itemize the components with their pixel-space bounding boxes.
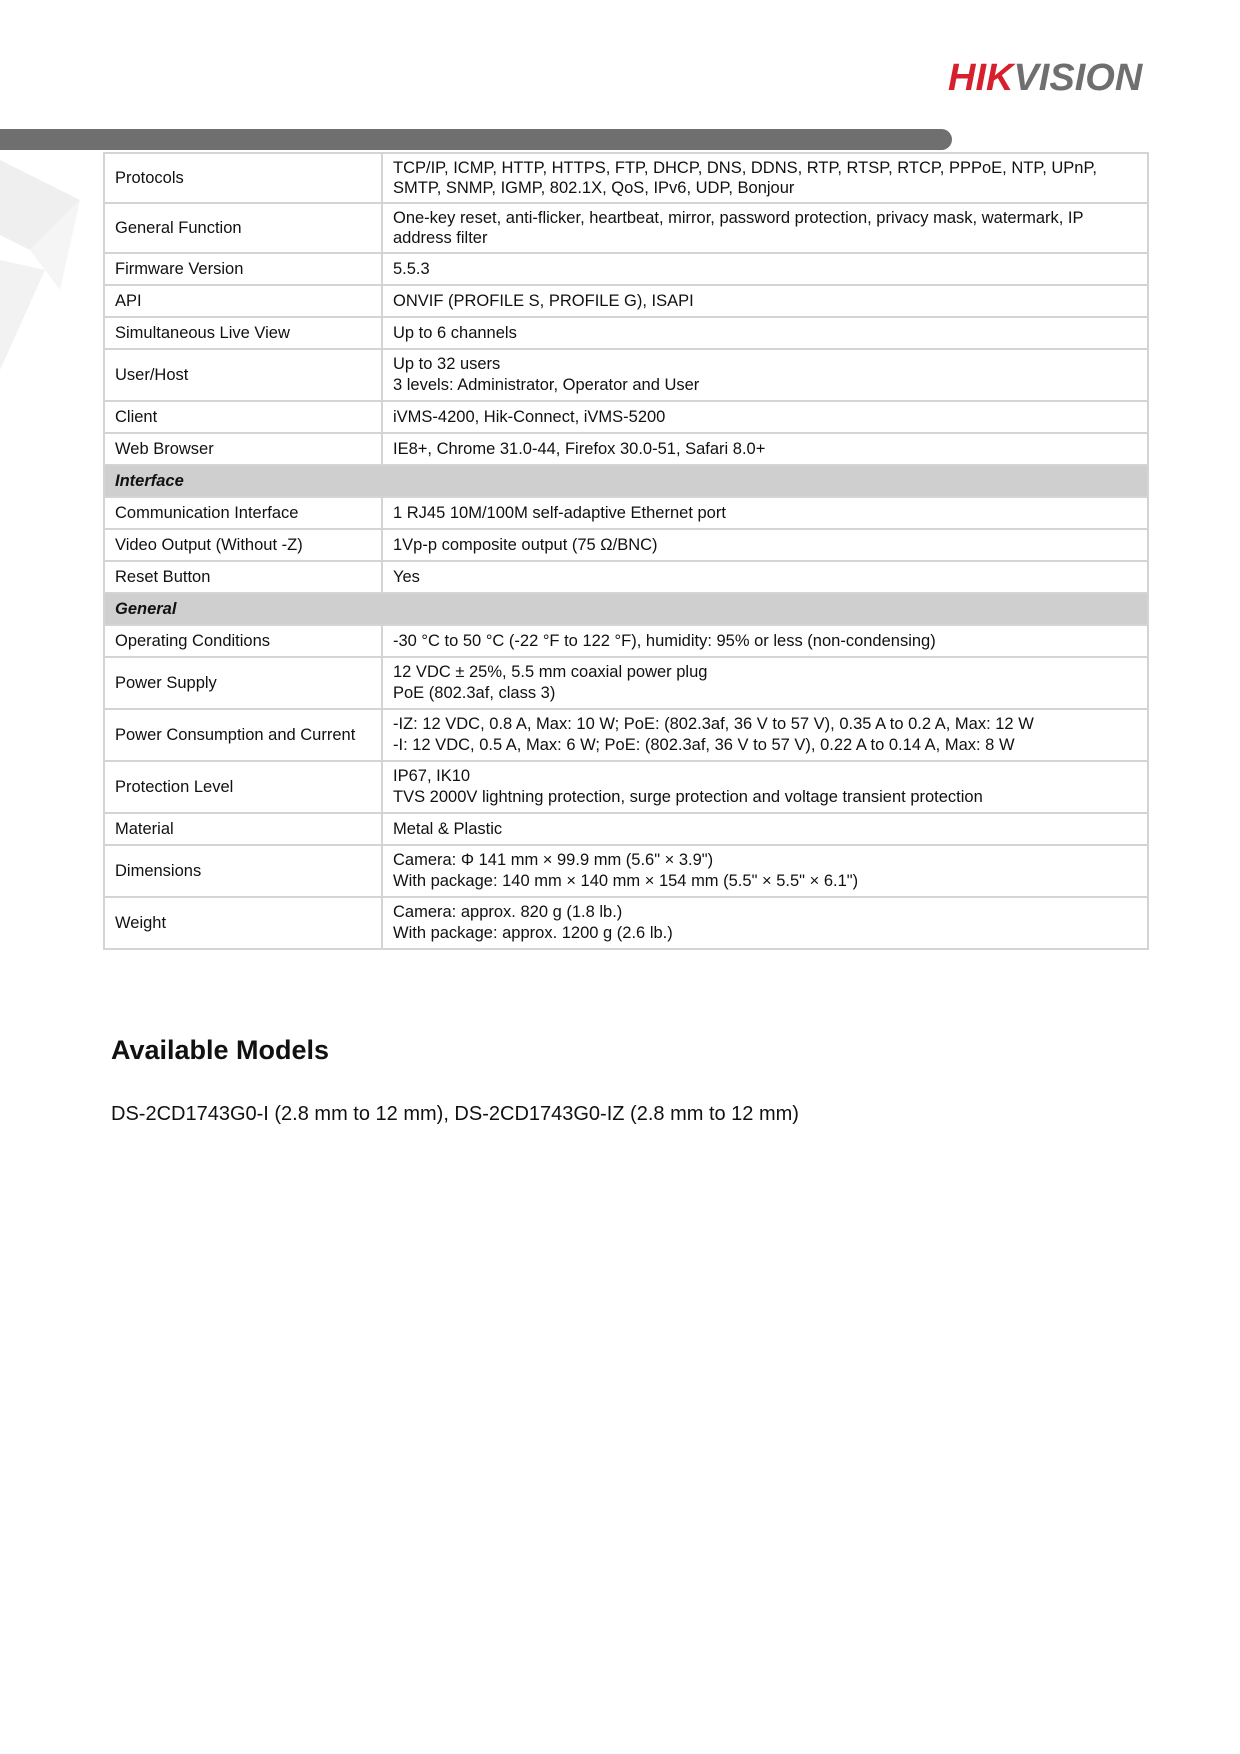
- spec-value-line: Up to 6 channels: [393, 323, 517, 342]
- spec-row: [104, 497, 1148, 529]
- spec-row: [104, 657, 1148, 709]
- logo-text-hik: HIK: [948, 57, 1014, 99]
- spec-value-line: TVS 2000V lightning protection, surge protection and voltage transient protection: [393, 788, 983, 806]
- spec-value: [382, 561, 1148, 593]
- spec-value-line: -IZ: 12 VDC, 0.8 A, Max: 10 W; PoE: (802.3af, 36 V to 57 V), 0.35 A to 0.2 A, Max: 12 W: [393, 715, 1034, 733]
- spec-row: [104, 561, 1148, 593]
- spec-value-line: PoE (802.3af, class 3): [393, 684, 556, 702]
- spec-value: [382, 529, 1148, 561]
- spec-label: Power Supply: [104, 657, 382, 709]
- section-header-label: Interface: [104, 465, 1148, 497]
- spec-row: [104, 625, 1148, 657]
- spec-value-line: Metal & Plastic: [393, 819, 503, 838]
- spec-value: [382, 153, 1148, 203]
- spec-value-line: 5.5.3: [393, 259, 430, 278]
- spec-row: [104, 529, 1148, 561]
- spec-value-line: Yes: [393, 567, 420, 586]
- spec-label: Communication Interface: [104, 497, 382, 529]
- spec-value-line: 1Vp-p composite output (75 Ω/BNC): [393, 535, 658, 554]
- spec-label: Simultaneous Live View: [104, 317, 382, 349]
- spec-value-line: One-key reset, anti-flicker, heartbeat, mirror, password protection, privacy mask, watermark, IP address filter: [393, 209, 1084, 247]
- spec-row: [104, 897, 1148, 949]
- spec-table: [103, 152, 1149, 950]
- spec-value-line: ONVIF (PROFILE S, PROFILE G), ISAPI: [393, 291, 694, 310]
- logo-text-vision: VISION: [1013, 57, 1143, 99]
- spec-row: [104, 845, 1148, 897]
- spec-value-line: 1 RJ45 10M/100M self-adaptive Ethernet port: [393, 503, 726, 522]
- spec-value: [382, 761, 1148, 813]
- spec-row: [104, 761, 1148, 813]
- spec-label: Firmware Version: [104, 253, 382, 285]
- spec-value-line: With package: approx. 1200 g (2.6 lb.): [393, 924, 673, 942]
- spec-value: [382, 625, 1148, 657]
- spec-row: [104, 709, 1148, 761]
- spec-value: [382, 813, 1148, 845]
- spec-value: [382, 709, 1148, 761]
- watermark-graphic: [0, 140, 90, 400]
- spec-label: Video Output (Without -Z): [104, 529, 382, 561]
- spec-label: Dimensions: [104, 845, 382, 897]
- section-header-label: General: [104, 593, 1148, 625]
- spec-label: Material: [104, 813, 382, 845]
- spec-value: [382, 401, 1148, 433]
- spec-value-line: iVMS-4200, Hik-Connect, iVMS-5200: [393, 407, 666, 426]
- spec-value-line: -I: 12 VDC, 0.5 A, Max: 6 W; PoE: (802.3af, 36 V to 57 V), 0.22 A to 0.14 A, Max: 8 W: [393, 736, 1015, 754]
- spec-value-line: -30 °C to 50 °C (-22 °F to 122 °F), humidity: 95% or less (non-condensing): [393, 631, 936, 650]
- section-header-row: [104, 593, 1148, 625]
- header-divider-bar: [0, 129, 952, 150]
- hikvision-logo: [948, 56, 1180, 100]
- spec-value-line: TCP/IP, ICMP, HTTP, HTTPS, FTP, DHCP, DNS, DDNS, RTP, RTSP, RTCP, PPPoE, NTP, UPnP, SMTP, SNMP, IGMP, 802.1X, QoS, IPv6, UDP, Bonjour: [393, 159, 1097, 197]
- spec-value: [382, 349, 1148, 401]
- spec-value: [382, 203, 1148, 253]
- spec-row: [104, 285, 1148, 317]
- spec-value: [382, 285, 1148, 317]
- spec-row: [104, 433, 1148, 465]
- spec-value: [382, 845, 1148, 897]
- spec-row: [104, 153, 1148, 203]
- spec-value: [382, 317, 1148, 349]
- spec-label: Power Consumption and Current: [104, 709, 382, 761]
- spec-row: [104, 317, 1148, 349]
- spec-label: Client: [104, 401, 382, 433]
- spec-value-line: With package: 140 mm × 140 mm × 154 mm (5.5" × 5.5" × 6.1"): [393, 872, 859, 890]
- spec-label: Reset Button: [104, 561, 382, 593]
- spec-label: General Function: [104, 203, 382, 253]
- available-models-heading: Available Models: [111, 1035, 330, 1065]
- spec-label: Web Browser: [104, 433, 382, 465]
- spec-value: [382, 253, 1148, 285]
- section-header-row: [104, 465, 1148, 497]
- spec-value-line: IE8+, Chrome 31.0-44, Firefox 30.0-51, Safari 8.0+: [393, 439, 766, 458]
- spec-value: [382, 657, 1148, 709]
- spec-row: [104, 401, 1148, 433]
- spec-label: Protection Level: [104, 761, 382, 813]
- spec-value-line: Camera: approx. 820 g (1.8 lb.): [393, 903, 623, 921]
- spec-table-body: [104, 153, 1148, 949]
- spec-value-line: Camera: Φ 141 mm × 99.9 mm (5.6" × 3.9"): [393, 851, 714, 869]
- spec-value-line: IP67, IK10: [393, 767, 471, 785]
- spec-value: [382, 433, 1148, 465]
- spec-label: Operating Conditions: [104, 625, 382, 657]
- spec-row: [104, 349, 1148, 401]
- spec-value-line: Up to 32 users: [393, 355, 501, 373]
- spec-label: API: [104, 285, 382, 317]
- spec-row: [104, 813, 1148, 845]
- spec-label: Weight: [104, 897, 382, 949]
- spec-label: User/Host: [104, 349, 382, 401]
- spec-label: Protocols: [104, 153, 382, 203]
- spec-value: [382, 897, 1148, 949]
- spec-value: [382, 497, 1148, 529]
- spec-value-line: 12 VDC ± 25%, 5.5 mm coaxial power plug: [393, 663, 708, 681]
- spec-value-line: 3 levels: Administrator, Operator and User: [393, 376, 700, 394]
- spec-row: [104, 253, 1148, 285]
- available-models-list: DS-2CD1743G0-I (2.8 mm to 12 mm), DS-2CD1743G0-IZ (2.8 mm to 12 mm): [111, 1103, 799, 1125]
- spec-row: [104, 203, 1148, 253]
